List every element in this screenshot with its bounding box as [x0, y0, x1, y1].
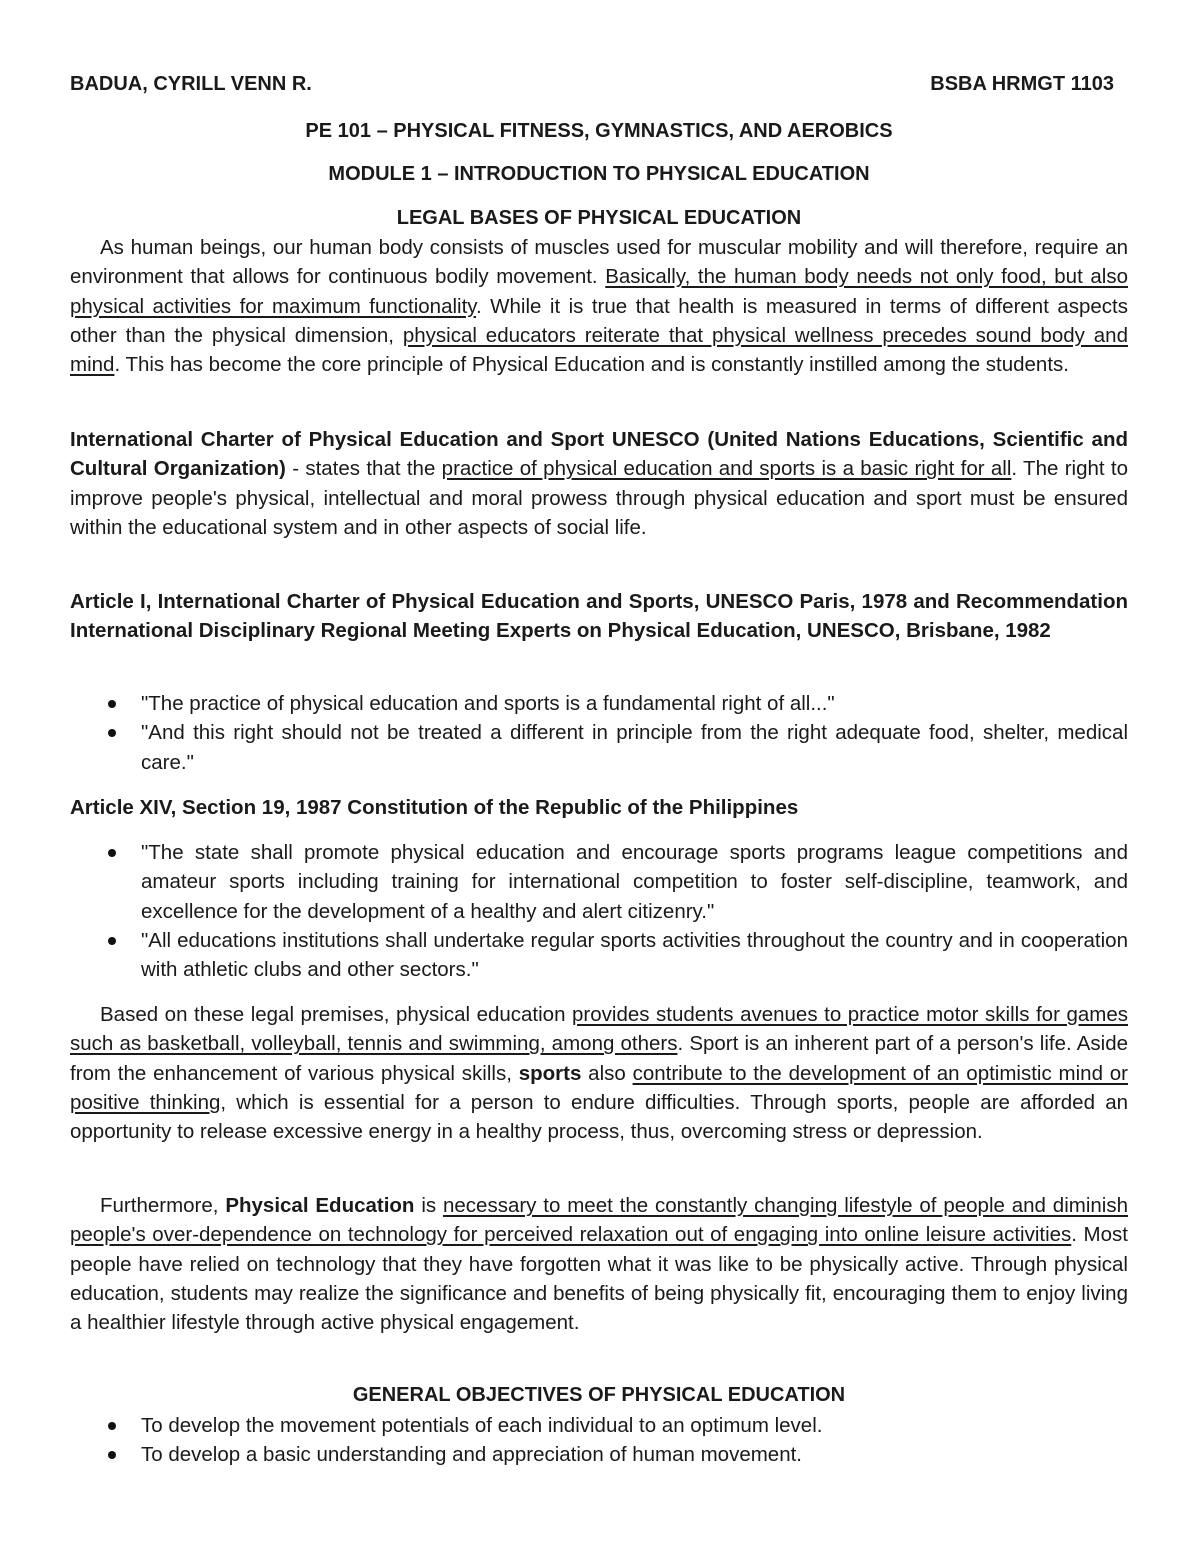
- student-name: BADUA, CYRILL VENN R.: [70, 73, 312, 95]
- document-header: [70, 70, 1128, 100]
- underlined-text: necessary to meet the constantly changing lifestyle of people and diminish people's over-dependence on technology for perceived relaxation out of engaging into online leisure activities: [70, 1194, 1129, 1247]
- premises-paragraph: [70, 1000, 1128, 1146]
- underlined-text: physical educators reiterate that physical wellness precedes sound body and mind: [70, 323, 1128, 377]
- list-item: "The state shall promote physical education and encourage sports programs league competitions and amateur sports including training for international competition to foster self-discipline, teamwork, and excellence for the development of a healthy and alert citizenry.": [70, 838, 1128, 926]
- article-1-heading: Article I, International Charter of Physical Education and Sports, UNESCO Paris, 1978 and Recommendation International Disciplinary Regional Meeting Experts on Physical Education, UNESCO, Brisbane, 1982: [70, 590, 1128, 643]
- article-14-list: [70, 838, 1128, 984]
- text-run: , which is essential for a person to endure difficulties. Through sports, people are afforded an opportunity to release excessive energy in a healthy process, thus, overcoming stress or depression.: [70, 1090, 1128, 1144]
- section-title: LEGAL BASES OF PHYSICAL EDUCATION: [396, 207, 802, 229]
- text-run: Furthermore,: [100, 1194, 226, 1217]
- article-1-list: [70, 689, 1128, 777]
- intro-paragraph: [70, 233, 1128, 379]
- text-run: is: [414, 1194, 443, 1217]
- underlined-text: practice of physical education and sports is a basic right for all: [441, 457, 1012, 481]
- furthermore-paragraph: [70, 1191, 1128, 1337]
- course-section: BSBA HRMGT 1103: [930, 73, 1114, 95]
- text-run: Based on these legal premises, physical education: [100, 1003, 573, 1026]
- module-title: MODULE 1 – INTRODUCTION TO PHYSICAL EDUCATION: [328, 163, 870, 185]
- objectives-list: [70, 1411, 1128, 1470]
- underlined-text: provides students avenues to practice motor skills for games such as basketball, volleyball, tennis and swimming, among others: [70, 1003, 1128, 1056]
- article-14-heading: Article XIV, Section 19, 1987 Constitution of the Republic of the Philippines: [70, 796, 799, 819]
- text-run: . While it is true that health is measured in terms of different aspects other than the physical dimension,: [70, 294, 1128, 347]
- underlined-text: contribute to the development of an optimistic mind or positive thinking: [70, 1061, 1128, 1114]
- unesco-paragraph: [70, 425, 1128, 542]
- text-run: . Most people have relied on technology that they have forgotten what it was like to be physically active. Through physical education, students may realize the significance and benefits of being physically fit, encouraging them to enjoy living a healthier lifestyle through active physical engagement.: [70, 1223, 1128, 1335]
- text-run: also: [581, 1061, 633, 1085]
- underlined-text: Basically, the human body needs not only food, but also physical activities for maximum functionality: [70, 265, 1128, 318]
- list-item: To develop a basic understanding and appreciation of human movement.: [70, 1440, 1128, 1469]
- list-item: To develop the movement potentials of each individual to an optimum level.: [70, 1411, 1128, 1440]
- text-run: As human beings, our human body consists of muscles used for muscular mobility and will therefore, require an environment that allows for continuous bodily movement.: [70, 236, 1128, 289]
- objectives-title: GENERAL OBJECTIVES OF PHYSICAL EDUCATION: [352, 1384, 846, 1406]
- bold-text: sports: [518, 1061, 582, 1085]
- bold-heading: International Charter of Physical Education and Sport UNESCO (United Nations Educations, Scientific and Cultural Organization): [70, 428, 1128, 481]
- text-run: . Sport is an inherent part of a person's life. Aside from the enhancement of various physical skills,: [70, 1032, 1128, 1085]
- list-item: "All educations institutions shall undertake regular sports activities throughout the country and in cooperation with athletic clubs and other sectors.": [70, 926, 1128, 985]
- list-item: "The practice of physical education and sports is a fundamental right of all...": [70, 689, 1128, 718]
- list-item: "And this right should not be treated a different in principle from the right adequate food, shelter, medical care.": [70, 718, 1128, 777]
- text-run: - states that the: [285, 457, 442, 481]
- bold-text: Physical Education: [225, 1194, 415, 1217]
- text-run: . The right to improve people's physical, intellectual and moral prowess through physical education and sport must be ensured within the educational system and in other aspects of social life.: [70, 457, 1128, 539]
- text-run: . This has become the core principle of Physical Education and is constantly instilled among the students.: [114, 353, 1069, 377]
- course-title: PE 101 – PHYSICAL FITNESS, GYMNASTICS, AND AEROBICS: [305, 120, 893, 142]
